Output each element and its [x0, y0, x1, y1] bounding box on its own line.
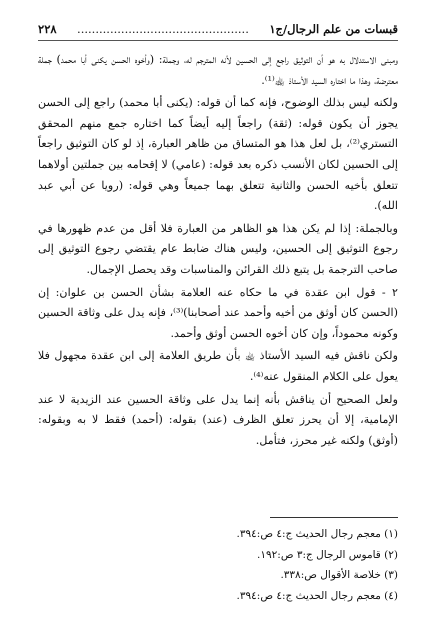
- footnote-divider: [270, 517, 398, 518]
- paragraph-6: ولعل الصحيح أن يناقش بأنه إنما يدل على وثاقة الحسين عند الزيدية لا عند الإمامية، إلا أن يحرز تعلق الظرف (عند) بقوله: (أحمد) فقط لا به وبقوله: (أوثق) ولكنه غير محرز، فتأمل.: [38, 392, 398, 447]
- paragraph-4: ٢ - قول ابن عقدة في ما حكاه عنه العلامة بشأن الحسن بن علوان: إن (الحسن كان أوثق من أخيه وأحمد عند أصحابنا)⁽³⁾، فإنه يدل على وثاقة الحسين وكونه محموداً، وإن كان أخوه الحسن أوثق وأحمد.: [38, 285, 398, 340]
- paragraph-2: ولكنه ليس بذلك الوضوح، فإنه كما أن قوله: (يكنى أبا محمد) راجع إلى الحسن يجوز أن يكون قوله: (ثقة) راجعاً إليه أيضاً كما اختاره جمع منهم المحقق التستري⁽²⁾، بل لعل هذا هو المتساق من ظاهر العبارة، إذ لو كان التوثيق راجعاً إلى الحسين لكان الأنسب ذكره بعد قوله: (عامي) لا إقحامه بين جملتين أولاهما تتعلق بأخيه الحسن والثانية تتعلق بهما جميعاً وهي قوله: (رويا عن أبي عبد الله).: [38, 96, 398, 213]
- footnote-1: (١) معجم رجال الحديث ج:٤ ص:٣٩٤.: [236, 528, 398, 540]
- header-divider: [38, 40, 398, 41]
- main-text: [38, 50, 398, 451]
- paragraph-5: ولكن ناقش فيه السيد الأستاذ ﵀ بأن طريق العلامة إلى ابن عقدة مجهول فلا يعول على الكلام المنقول عنه⁽⁴⁾.: [38, 349, 398, 383]
- header-leader-dots: ...............................................: [77, 22, 249, 36]
- paragraph-1: ومبنى الاستدلال به هو أن التوثيق راجع إلى الحسين لأنه المترجم له، وجملة: (وأخوه الحسن يكنى أبا محمد) جملة معترضة، وهذا ما اختاره السيد الأستاذ ﵀⁽¹⁾.: [38, 53, 398, 87]
- footnote-2: (٢) قاموس الرجال ج:٣ ص:١٩٢.: [257, 548, 398, 561]
- running-title: قبسات من علم الرجال/ج١: [269, 22, 398, 36]
- page-number: ٢٢٨: [38, 22, 57, 36]
- footnote-4: (٤) معجم رجال الحديث ج:٤ ص:٣٩٤.: [236, 589, 398, 602]
- paragraph-3: وبالجملة: إذا لم يكن هذا هو الظاهر من العبارة فلا أقل من عدم ظهورها في رجوع التوثيق إلى الحسين، وليس هناك ضابط عام يقتضي رجوع التوثيق إلى صاحب الترجمة بل يتبع ذلك القرائن والمناسبات وقد يحصل الإجمال.: [38, 221, 398, 276]
- running-header: [38, 22, 398, 36]
- footnotes: [38, 524, 398, 606]
- footnote-3: (٣) خلاصة الأقوال ص:٣٣٨.: [280, 569, 398, 581]
